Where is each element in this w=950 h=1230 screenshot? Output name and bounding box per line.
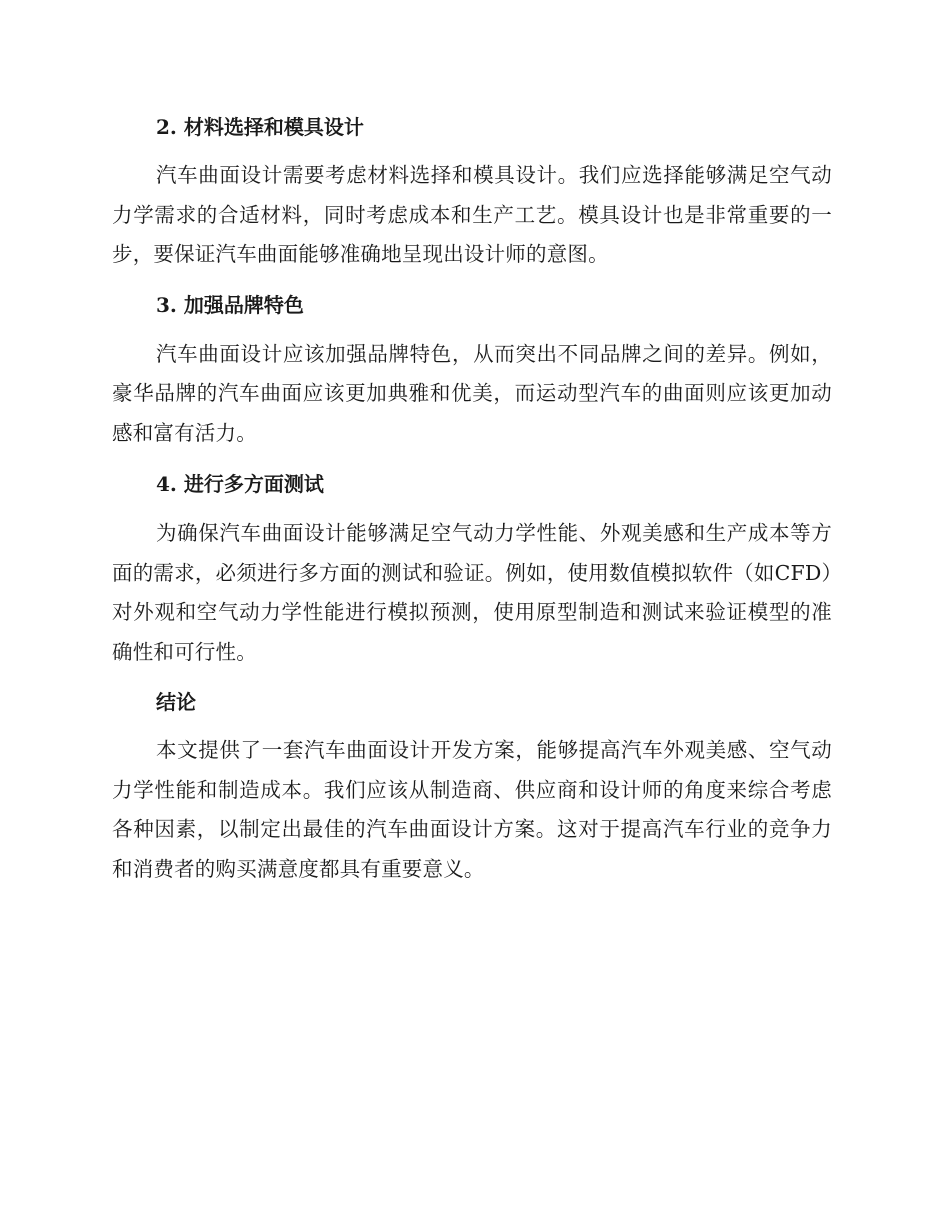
document-page (112, 110, 832, 889)
section-heading-conclusion: 结论 (156, 690, 196, 714)
section-heading-brand: 3. 加强品牌特色 (156, 292, 304, 317)
section-body-brand: 汽车曲面设计应该加强品牌特色，从而突出不同品牌之间的差异。例如，豪华品牌的汽车曲面应该更加典雅和优美，而运动型汽车的曲面则应该更加动感和富有活力。 (112, 341, 832, 445)
section-heading-materials: 2. 材料选择和模具设计 (156, 115, 364, 139)
section-body-materials: 汽车曲面设计需要考虑材料选择和模具设计。我们应选择能够满足空气动力学需求的合适材料，同时考虑成本和生产工艺。模具设计也是非常重要的一步，要保证汽车曲面能够准确地呈现出设计师的意图。 (112, 163, 832, 266)
section-body-testing: 为确保汽车曲面设计能够满足空气动力学性能、外观美感和生产成本等方面的需求，必须进行多方面的测试和验证。例如，使用数值模拟软件（如CFD）对外观和空气动力学性能进行模拟预测，使用原型制造和测试来验证模型的准确性和可行性。 (112, 521, 832, 664)
section-heading-testing: 4. 进行多方面测试 (156, 472, 324, 496)
section-body-conclusion: 本文提供了一套汽车曲面设计开发方案，能够提高汽车外观美感、空气动力学性能和制造成本。我们应该从制造商、供应商和设计师的角度来综合考虑各种因素，以制定出最佳的汽车曲面设计方案。这对于提高汽车行业的竞争力和消费者的购买满意度都具有重要意义。 (112, 738, 832, 881)
